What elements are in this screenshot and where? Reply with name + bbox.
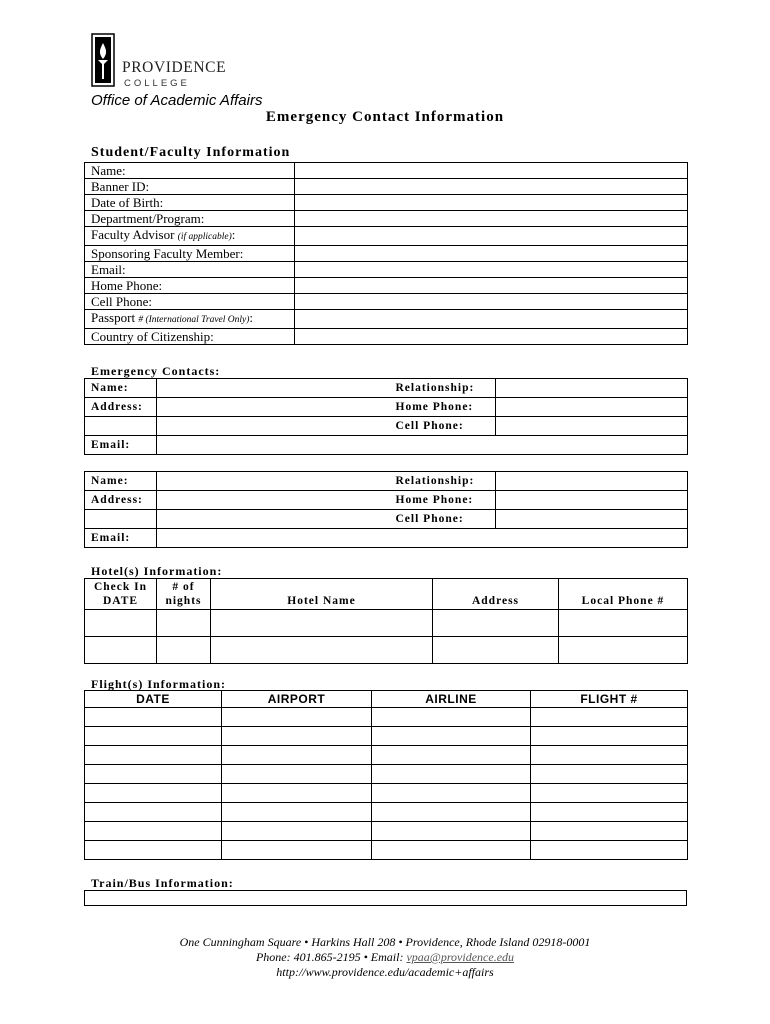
flight-cell[interactable] xyxy=(222,708,372,727)
flight-cell[interactable] xyxy=(531,841,688,860)
field-input[interactable] xyxy=(295,278,688,294)
field-input[interactable] xyxy=(295,179,688,195)
footer-url[interactable]: http://www.providence.edu/academic+affairs xyxy=(276,965,494,979)
table-row xyxy=(85,491,688,510)
table-row xyxy=(85,417,688,436)
table-row xyxy=(85,822,688,841)
college-subtitle: COLLEGE xyxy=(124,78,190,89)
relationship-label: Relationship: xyxy=(390,472,496,491)
field-label: Department/Program: xyxy=(85,211,295,227)
table-row xyxy=(85,195,688,211)
field-input[interactable] xyxy=(295,329,688,345)
table-row xyxy=(85,398,688,417)
name-label: Name: xyxy=(85,472,157,491)
table-row xyxy=(85,246,688,262)
field-input[interactable] xyxy=(295,227,688,246)
flight-cell[interactable] xyxy=(372,784,531,803)
flight-cell[interactable] xyxy=(222,841,372,860)
table-row xyxy=(85,179,688,195)
address-label: Address: xyxy=(85,398,157,417)
flight-cell[interactable] xyxy=(85,803,222,822)
hotel-heading: Hotel(s) Information: xyxy=(91,564,223,578)
flight-cell[interactable] xyxy=(372,841,531,860)
address-label: Address: xyxy=(85,491,157,510)
email-label: Email: xyxy=(85,529,157,548)
field-input[interactable] xyxy=(295,211,688,227)
footer-contact xyxy=(0,950,770,965)
home-phone-label: Home Phone: xyxy=(390,491,496,510)
cell-phone-field[interactable] xyxy=(496,510,688,529)
col-airport: AIRPORT xyxy=(222,691,372,708)
flight-cell[interactable] xyxy=(531,784,688,803)
flight-cell[interactable] xyxy=(531,708,688,727)
table-row xyxy=(85,211,688,227)
table-row xyxy=(85,310,688,329)
email-field[interactable] xyxy=(157,529,688,548)
field-input[interactable] xyxy=(295,195,688,211)
relationship-label: Relationship: xyxy=(390,379,496,398)
emergency-contact-table-2 xyxy=(84,471,688,548)
table-row xyxy=(85,278,688,294)
table-row xyxy=(85,727,688,746)
flight-cell[interactable] xyxy=(222,746,372,765)
email-label: Email: xyxy=(85,436,157,455)
train-info-field[interactable] xyxy=(85,891,687,906)
relationship-field[interactable] xyxy=(496,379,688,398)
name-field[interactable] xyxy=(157,472,390,491)
home-phone-field[interactable] xyxy=(496,491,688,510)
field-input[interactable] xyxy=(295,246,688,262)
email-field[interactable] xyxy=(157,436,688,455)
flight-cell[interactable] xyxy=(85,841,222,860)
college-name: PROVIDENCE xyxy=(122,59,227,76)
table-row xyxy=(85,262,688,278)
footer-phone: Phone: 401.865-2195 • Email: xyxy=(255,950,407,964)
address-field[interactable] xyxy=(157,491,390,510)
flight-cell[interactable] xyxy=(222,784,372,803)
table-row xyxy=(85,610,688,637)
table-header-row xyxy=(85,691,688,708)
table-header-row xyxy=(85,579,688,610)
col-local-phone: Local Phone # xyxy=(559,579,688,610)
cell-phone-label: Cell Phone: xyxy=(390,510,496,529)
col-date: DATE xyxy=(85,691,222,708)
flight-cell[interactable] xyxy=(531,803,688,822)
table-row xyxy=(85,529,688,548)
flight-cell[interactable] xyxy=(222,765,372,784)
flight-cell[interactable] xyxy=(85,765,222,784)
name-field[interactable] xyxy=(157,379,390,398)
field-label: Cell Phone: xyxy=(85,294,295,310)
table-row xyxy=(85,708,688,727)
torch-shield-icon xyxy=(91,33,115,87)
table-row xyxy=(85,379,688,398)
train-heading: Train/Bus Information: xyxy=(91,876,234,890)
field-label: Name: xyxy=(85,163,295,179)
col-address: Address xyxy=(433,579,559,610)
flight-cell[interactable] xyxy=(222,803,372,822)
table-row xyxy=(85,803,688,822)
footer-address: One Cunningham Square • Harkins Hall 208 • Providence, Rhode Island 02918-0001 xyxy=(179,935,591,949)
flight-heading: Flight(s) Information: xyxy=(91,677,226,691)
hotel-table xyxy=(84,578,688,664)
flight-table xyxy=(84,690,688,860)
table-row xyxy=(85,472,688,491)
flight-cell[interactable] xyxy=(531,746,688,765)
table-row xyxy=(85,163,688,179)
table-row xyxy=(85,891,687,906)
flight-cell[interactable] xyxy=(372,727,531,746)
home-phone-field[interactable] xyxy=(496,398,688,417)
home-phone-label: Home Phone: xyxy=(390,398,496,417)
office-name: Office of Academic Affairs xyxy=(91,92,263,109)
col-hotel-name: Hotel Name xyxy=(211,579,433,610)
flight-cell[interactable] xyxy=(531,727,688,746)
flight-cell[interactable] xyxy=(85,784,222,803)
field-label: Home Phone: xyxy=(85,278,295,294)
table-row xyxy=(85,227,688,246)
field-input[interactable] xyxy=(295,310,688,329)
name-label: Name: xyxy=(85,379,157,398)
flight-cell[interactable] xyxy=(85,746,222,765)
address-field[interactable] xyxy=(157,398,390,417)
field-label: Faculty Advisor (if applicable): xyxy=(85,227,295,246)
emergency-contact-table-1 xyxy=(84,378,688,455)
col-checkin-date: Check In DATE xyxy=(85,579,157,610)
field-label: Banner ID: xyxy=(85,179,295,195)
flight-cell[interactable] xyxy=(222,822,372,841)
col-airline: AIRLINE xyxy=(372,691,531,708)
table-row xyxy=(85,765,688,784)
flight-cell[interactable] xyxy=(372,746,531,765)
emergency-heading: Emergency Contacts: xyxy=(91,364,221,378)
field-label: Country of Citizenship: xyxy=(85,329,295,345)
flight-cell[interactable] xyxy=(372,765,531,784)
field-label: Passport # (International Travel Only): xyxy=(85,310,295,329)
table-row xyxy=(85,637,688,664)
train-table xyxy=(84,890,687,906)
col-flight-number: FLIGHT # xyxy=(531,691,688,708)
college-logo xyxy=(91,33,251,95)
table-row xyxy=(85,294,688,310)
table-row xyxy=(85,746,688,765)
flight-cell[interactable] xyxy=(531,822,688,841)
flight-cell[interactable] xyxy=(372,708,531,727)
flight-cell[interactable] xyxy=(531,765,688,784)
relationship-field[interactable] xyxy=(496,472,688,491)
table-row xyxy=(85,329,688,345)
field-label: Date of Birth: xyxy=(85,195,295,211)
field-label: Email: xyxy=(85,262,295,278)
page-title: Emergency Contact Information xyxy=(265,109,505,125)
field-input[interactable] xyxy=(295,262,688,278)
table-row xyxy=(85,510,688,529)
flight-cell[interactable] xyxy=(372,803,531,822)
flight-cell[interactable] xyxy=(372,822,531,841)
table-row xyxy=(85,784,688,803)
field-input[interactable] xyxy=(295,163,688,179)
cell-phone-label: Cell Phone: xyxy=(390,417,496,436)
flight-cell[interactable] xyxy=(222,727,372,746)
field-label: Sponsoring Faculty Member: xyxy=(85,246,295,262)
student-info-table xyxy=(84,162,688,345)
student-section-heading: Student/Faculty Information xyxy=(91,145,291,160)
col-nights: # of nights xyxy=(157,579,211,610)
flight-cell[interactable] xyxy=(85,727,222,746)
field-input[interactable] xyxy=(295,294,688,310)
flight-cell[interactable] xyxy=(85,822,222,841)
table-row xyxy=(85,436,688,455)
flight-cell[interactable] xyxy=(85,708,222,727)
footer-email-link[interactable]: vpaa@providence.edu xyxy=(406,950,515,964)
cell-phone-field[interactable] xyxy=(496,417,688,436)
table-row xyxy=(85,841,688,860)
